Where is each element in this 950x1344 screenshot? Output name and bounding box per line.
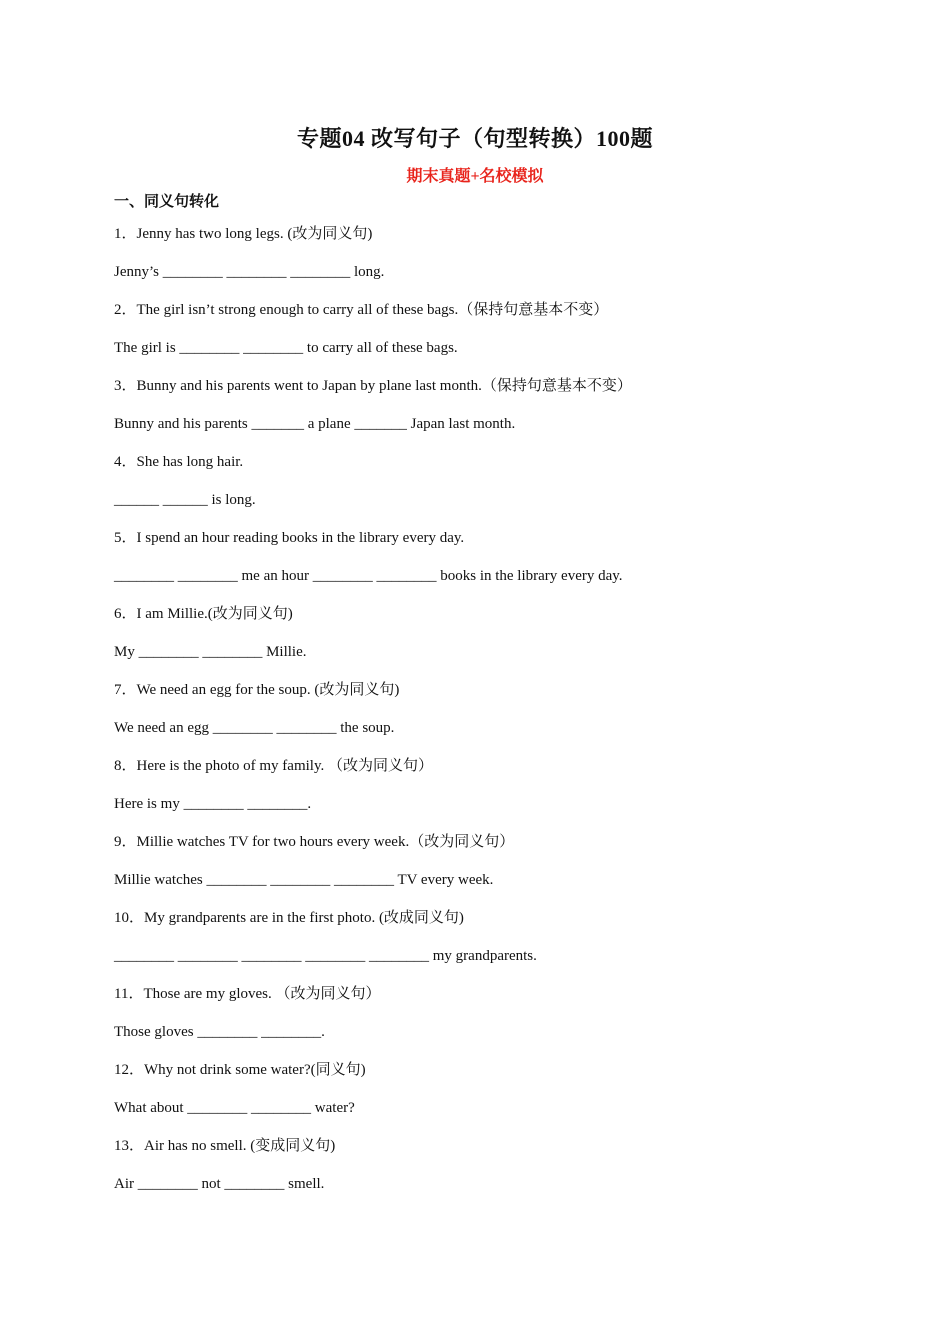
question-8: 8．Here is the photo of my family. （改为同义句） bbox=[114, 758, 433, 774]
question-5: 5．I spend an hour reading books in the library every day. bbox=[114, 530, 465, 546]
page-title: 专题04 改写句子（句型转换）100题 bbox=[296, 126, 653, 151]
answer-11: Those gloves ________ ________. bbox=[114, 1024, 325, 1040]
answer-3: Bunny and his parents _______ a plane _______ Japan last month. bbox=[114, 416, 516, 432]
answer-13: Air ________ not ________ smell. bbox=[114, 1176, 325, 1192]
question-13: 13．Air has no smell. (变成同义句) bbox=[114, 1138, 336, 1154]
question-2: 2．The girl isn’t strong enough to carry all of these bags.（保持句意基本不变） bbox=[114, 302, 609, 318]
answer-7: We need an egg ________ ________ the soup. bbox=[114, 720, 395, 736]
question-12: 12．Why not drink some water?(同义句) bbox=[114, 1062, 366, 1078]
question-6: 6．I am Millie.(改为同义句) bbox=[114, 606, 293, 622]
question-3: 3．Bunny and his parents went to Japan by plane last month.（保持句意基本不变） bbox=[114, 378, 632, 394]
section-heading: 一、同义句转化 bbox=[114, 194, 220, 210]
answer-12: What about ________ ________ water? bbox=[114, 1100, 355, 1116]
answer-5: ________ ________ me an hour ________ ________ books in the library every day. bbox=[114, 568, 623, 584]
answer-1: Jenny’s ________ ________ ________ long. bbox=[114, 264, 385, 280]
question-7: 7．We need an egg for the soup. (改为同义句) bbox=[114, 682, 400, 698]
answer-10: ________ ________ ________ ________ ________ my grandparents. bbox=[114, 948, 537, 964]
answer-8: Here is my ________ ________. bbox=[114, 796, 312, 812]
question-9: 9．Millie watches TV for two hours every week.（改为同义句） bbox=[114, 834, 515, 850]
answer-4: ______ ______ is long. bbox=[114, 492, 256, 508]
question-4: 4．She has long hair. bbox=[114, 454, 244, 470]
question-10: 10．My grandparents are in the first photo. (改成同义句) bbox=[114, 910, 464, 926]
page-subtitle: 期末真题+名校模拟 bbox=[406, 168, 544, 185]
question-1: 1．Jenny has two long legs. (改为同义句) bbox=[114, 226, 373, 242]
answer-6: My ________ ________ Millie. bbox=[114, 644, 307, 660]
answer-2: The girl is ________ ________ to carry all of these bags. bbox=[114, 340, 458, 356]
answer-9: Millie watches ________ ________ ________ TV every week. bbox=[114, 872, 494, 888]
question-11: 11．Those are my gloves. （改为同义句） bbox=[114, 986, 381, 1002]
